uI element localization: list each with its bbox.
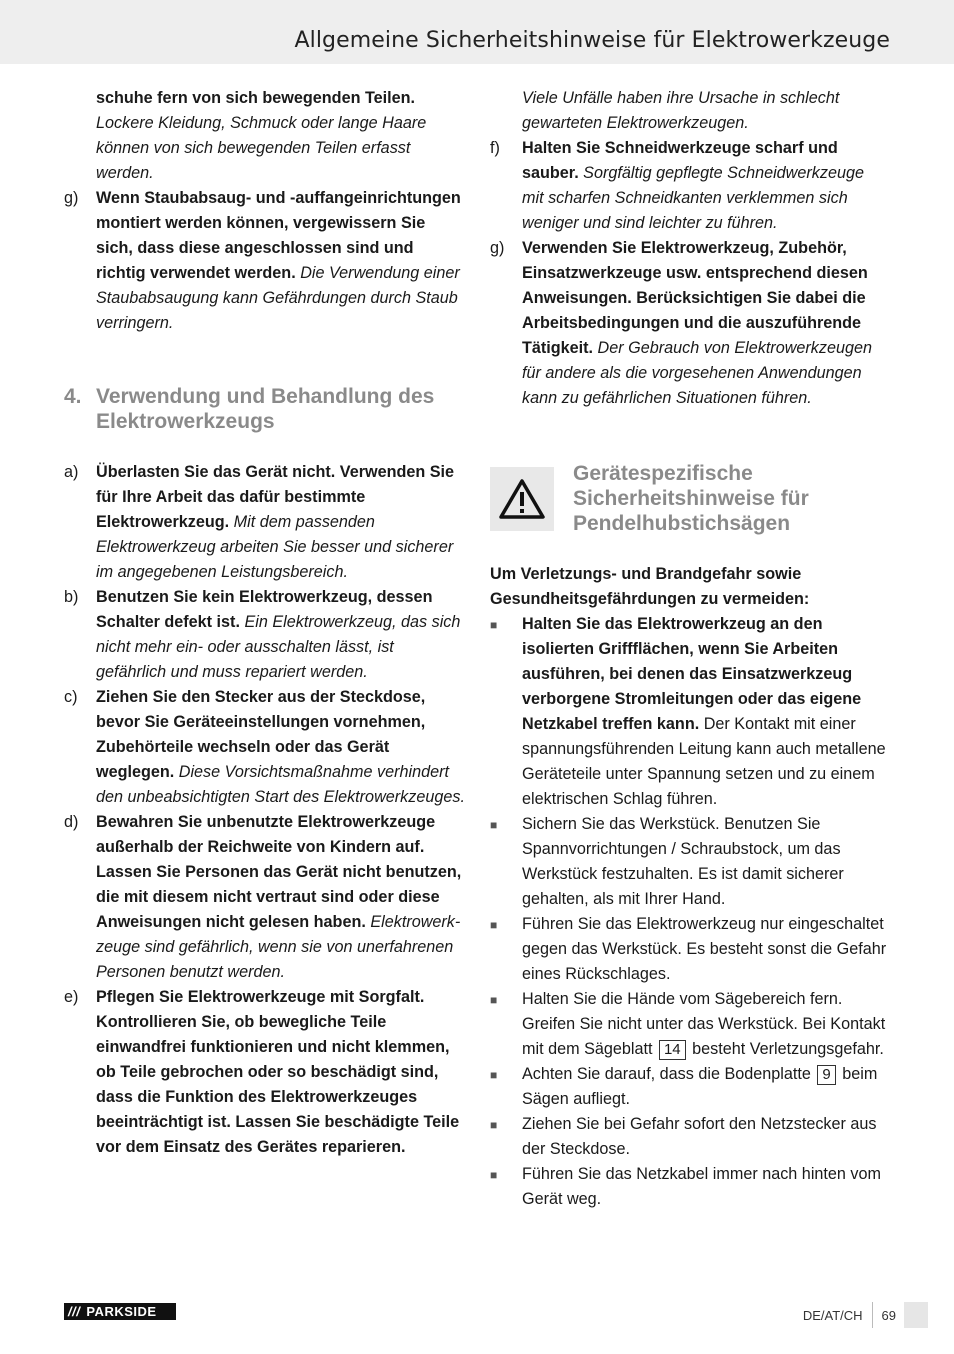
list-item (64, 810, 466, 985)
list-item (64, 460, 466, 585)
body-text: beim Sägen aufliegt. (522, 1065, 878, 1108)
item-label: e) (64, 988, 79, 1006)
bullet-item (490, 912, 890, 987)
bold-text: Halten Sie das Elektrowerkzeug an den isolierten Griffflächen, wenn Sie Arbeiten ausführen, bei denen das Einsatzwerkzeug verborgene Stromleitungen oder das eigene Netzkabel treffen kann. (522, 615, 862, 733)
item-label: a) (64, 463, 79, 481)
list-item (490, 236, 890, 411)
italic-text: Der Gebrauch von Elektrowerkzeugen für andere als die vorgesehenen Anwendungen kann zu gefährlichen Situationen führen. (522, 339, 872, 407)
bullet-icon: ■ (490, 818, 498, 832)
intro-text: Um Verletzungs- und Brandgefahr sowie Gesundheitsgefährdungen zu vermeiden: (490, 565, 810, 608)
item-label: b) (64, 588, 79, 606)
bullet-item (490, 1112, 890, 1162)
list-item (64, 685, 466, 810)
section-heading (64, 384, 466, 434)
bullet-icon: ■ (490, 1168, 498, 1182)
bullet-icon: ■ (490, 993, 498, 1007)
body-text: besteht Verletzungsgefahr. (692, 1040, 884, 1058)
bold-text: Halten Sie Schneidwerkzeuge scharf und sauber. (522, 139, 838, 182)
bold-text: Bewahren Sie unbenutzte Elektrowerkzeuge außerhalb der Reichweite von Kindern auf. Lassen Sie Personen das Gerät nicht benutzen, die mit diesem nicht vertraut sind oder diese Anweisungen nicht gelesen haben. (96, 813, 462, 931)
page-header-title: Allgemeine Sicherheitshinweise für Elektrowerkzeuge (294, 28, 890, 53)
bold-text: Wenn Staubabsaug- und -auffangeinrichtungen montiert werden können, vergewissern Sie sich, dass diese angeschlossen sind und richtig verwendet werden. (96, 189, 461, 282)
bold-text: Ziehen Sie den Stecker aus der Steckdose, bevor Sie Geräteeinstellungen vornehmen, Zubehörteile wechseln oder das Gerät weglegen. (96, 688, 426, 781)
continued-paragraph: Viele Unfälle haben ihre Ursache in schlecht gewarteten Elektrowerkzeugen. (522, 89, 840, 132)
item-label: f) (490, 139, 500, 157)
bullet-item (490, 812, 890, 912)
body-text: Ziehen Sie bei Gefahr sofort den Netzstecker aus der Steckdose. (522, 1115, 877, 1158)
bold-text: schuhe fern von sich bewegenden Teilen. (96, 89, 416, 107)
body-text: Halten Sie die Hände vom Sägebereich fern. Greifen Sie nicht unter das Werkstück. Bei Kontakt mit dem Sägeblatt (522, 990, 886, 1058)
bold-text: Benutzen Sie kein Elektrowerkzeug, dessen Schalter defekt ist. (96, 588, 433, 631)
body-text: Achten Sie darauf, dass die Bodenplatte (522, 1065, 811, 1083)
italic-text: Elektrowerkzeuge sind gefährlich, wenn sie von unerfahrenen Personen benutzt werden. (96, 913, 461, 981)
bullet-icon: ■ (490, 1118, 498, 1132)
bold-text: Verwenden Sie Elektrowerkzeug, Zubehör, Einsatzwerkzeuge usw. entsprechend diesen Anweisungen. Berücksichtigen Sie dabei die Arbeitsbedingungen und die auszuführende Tätigkeit. (522, 239, 868, 357)
page-number: 69 (881, 1307, 896, 1323)
footer-page-info (803, 1302, 928, 1328)
footer-divider (872, 1302, 873, 1328)
section-number: 4. (64, 385, 82, 408)
body-text: Führen Sie das Netzkabel immer nach hinten vom Gerät weg. (522, 1165, 881, 1208)
bold-text: Pflegen Sie Elektrowerkzeuge mit Sorgfalt. Kontrollieren Sie, ob bewegliche Teile einwandfrei funktionieren und nicht klemmen, ob Teile gebrochen oder so beschädigt sind, dass die Funktion des Elektrowerkzeuges beeinträchtigt ist. Lassen Sie beschädigte Teile vor dem Einsatz des Gerätes reparieren. (96, 988, 460, 1156)
bullet-item (490, 987, 890, 1062)
body-text: Sichern Sie das Werkstück. Benutzen Sie Spannvorrichtungen / Schraubstock, um das Werkstück festzuhalten. Es ist damit sicherer gehalten, als mit Ihrer Hand. (522, 815, 844, 908)
italic-text: Mit dem passenden Elektrowerkzeug arbeiten Sie besser und sicherer im angegebenen Leistungsbereich. (96, 513, 454, 581)
warning-icon (490, 467, 554, 531)
locale-label: DE/AT/CH (802, 1307, 863, 1323)
continued-paragraph (64, 86, 466, 186)
bullet-item (490, 1162, 890, 1212)
item-label: d) (64, 813, 79, 831)
brand-logo (64, 1303, 176, 1320)
warning-heading (490, 461, 890, 536)
italic-text: Die Verwendung einer Staubabsaugung kann Gefährdungen durch Staub verringern. (96, 264, 460, 332)
italic-text: Sorgfältig gepflegte Schneidwerkzeuge mit scharfen Schneidkanten verklemmen sich weniger und sind leichter zu führen. (522, 164, 864, 232)
bullet-icon: ■ (490, 618, 498, 632)
bold-text: Überlasten Sie das Gerät nicht. Verwenden Sie für Ihre Arbeit das dafür bestimmte Elektrowerkzeug. (96, 463, 455, 531)
bullet-icon: ■ (490, 1068, 498, 1082)
body-text: Führen Sie das Elektrowerkzeug nur eingeschaltet gegen das Werkstück. Es besteht sonst die Gefahr eines Rückschlages. (522, 915, 887, 983)
list-item (490, 136, 890, 236)
bullet-icon: ■ (490, 918, 498, 932)
list-item (64, 985, 466, 1160)
part-reference: 9 (817, 1065, 835, 1085)
item-label: c) (64, 688, 78, 706)
bullet-item (490, 612, 890, 812)
italic-text: Ein Elektrowerkzeug, das sich nicht mehr ein- oder ausschalten lässt, ist gefährlich und muss repariert werden. (96, 613, 461, 681)
bullet-item (490, 1062, 890, 1112)
list-item (64, 585, 466, 685)
item-label: g) (64, 189, 79, 207)
page-tab-marker (904, 1302, 928, 1328)
list-item (64, 186, 466, 336)
italic-text: Diese Vorsichtsmaßnahme verhindert den unbeabsichtigten Start des Elektrowerkzeuges. (96, 763, 465, 806)
right-column (490, 86, 890, 1212)
left-column (64, 86, 466, 1160)
body-text: Der Kontakt mit einer spannungsführenden Leitung kann auch metallene Geräteteile unter Spannung setzen und zu einem elektrischen Schlag führen. (522, 715, 886, 808)
part-reference: 14 (659, 1040, 686, 1060)
item-label: g) (490, 239, 505, 257)
italic-text: Lockere Kleidung, Schmuck oder lange Haare können von sich bewegenden Teilen erfasst werden. (96, 114, 427, 182)
logo-mark: /// (68, 1304, 81, 1319)
brand-name: PARKSIDE (86, 1304, 157, 1319)
section-title: Verwendung und Behandlung des Elektrowerkzeugs (96, 385, 435, 433)
warning-title: Gerätespezifische Sicherheitshinweise für Pendelhubstichsägen (573, 462, 809, 535)
